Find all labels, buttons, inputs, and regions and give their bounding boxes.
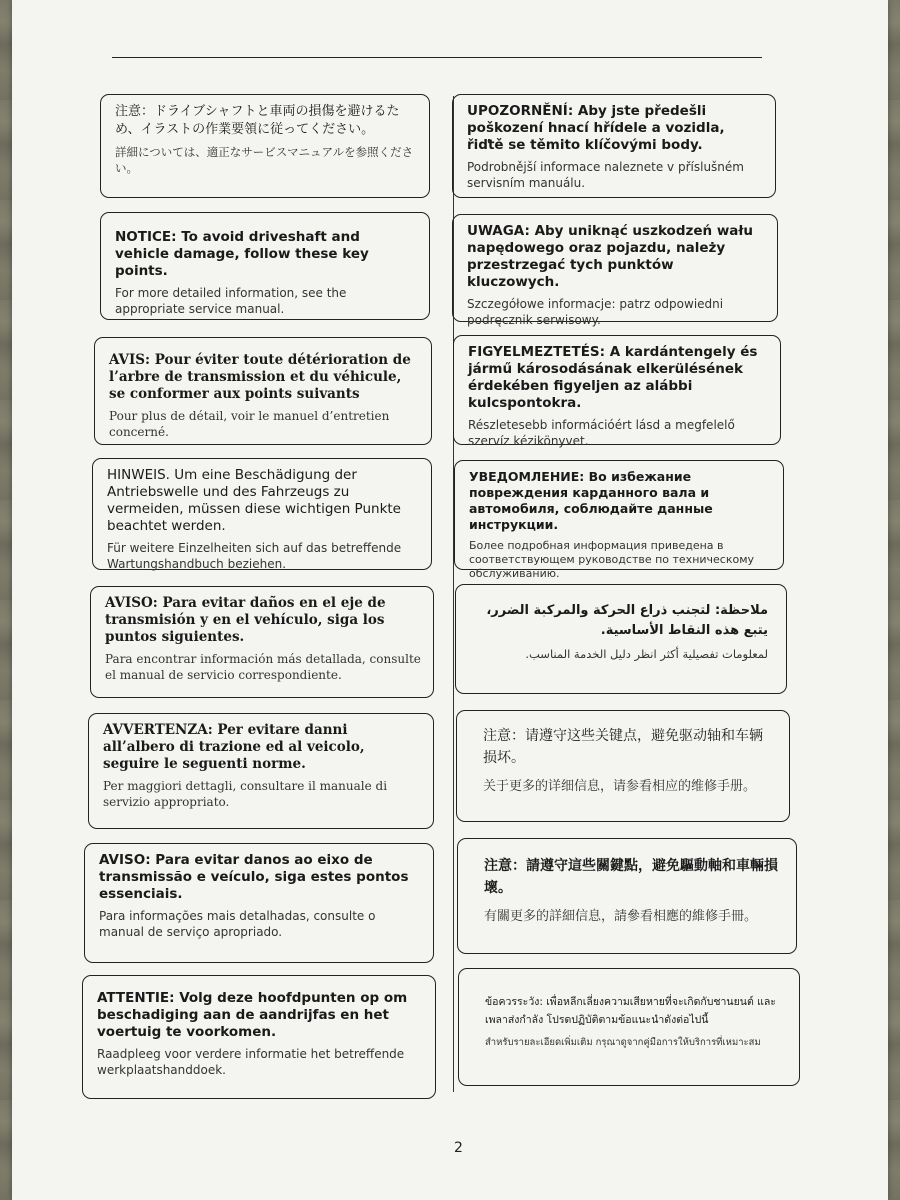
notice-heading: УВЕДОМЛЕНИЕ: Во избежание повреждения карданного вала и автомобиля, соблюдайте данные инструкции. bbox=[469, 469, 713, 532]
notice-body: لمعلومات تفصيلية أكثر انظر دليل الخدمة المناسب. bbox=[525, 647, 768, 661]
notice-heading: FIGYELMEZTETÉS: A kardántengely és jármű károsodásának elkerülésének érdekében figyeljen az alábbi kulcspontokra. bbox=[468, 344, 758, 411]
notice-body: Para informações mais detalhadas, consulte o manual de serviço apropriado. bbox=[99, 909, 376, 939]
notice-arabic bbox=[455, 584, 787, 694]
notice-body: Részletesebb információért lásd a megfelelő szervíz kézikönyvet. bbox=[468, 418, 735, 448]
notice-italian bbox=[88, 713, 434, 829]
notice-body: 关于更多的详细信息，请参看相应的维修手册。 bbox=[483, 779, 757, 794]
notice-body: Für weitere Einzelheiten sich auf das betreffende Wartungshandbuch beziehen. bbox=[107, 541, 402, 571]
notice-chinese-traditional bbox=[457, 838, 797, 954]
page-number: 2 bbox=[454, 1140, 463, 1156]
notice-czech bbox=[452, 94, 776, 198]
notice-body: Szczegółowe informacje: patrz odpowiedni podręcznik serwisowy. bbox=[467, 297, 724, 327]
notice-heading: NOTICE: To avoid driveshaft and vehicle damage, follow these key points. bbox=[115, 229, 369, 279]
notice-hungarian bbox=[453, 335, 781, 448]
notice-body: Per maggiori dettagli, consultare il manuale di servizio appropriato. bbox=[103, 779, 388, 809]
notice-body: Para encontrar información más detallada, consulte el manual de servicio correspondiente. bbox=[105, 652, 421, 682]
notice-german bbox=[92, 458, 432, 570]
notice-body: Pour plus de détail, voir le manuel d’entretien concerné. bbox=[109, 409, 390, 439]
notice-body: Raadpleeg voor verdere informatie het betreffende werkplaatshanddoek. bbox=[97, 1047, 405, 1077]
notice-heading: ملاحظة: لتجنب ذراع الحركة والمركبة الضرر، يتبع هذه النقاط الأساسية. bbox=[486, 603, 768, 638]
notice-french bbox=[94, 337, 432, 445]
notice-polish bbox=[452, 214, 778, 327]
notice-body: 有關更多的詳細信息，請參看相應的維修手冊。 bbox=[484, 909, 758, 924]
notice-body: Podrobnější informace naleznete v příslušném servisním manuálu. bbox=[467, 160, 744, 190]
notice-body: 詳細については、適正なサービスマニュアルを参照ください。 bbox=[115, 145, 414, 175]
notice-english bbox=[100, 212, 430, 320]
notice-heading: AVIS: Pour éviter toute détérioration de l’arbre de transmission et du véhicule, se conformer aux points suivants bbox=[109, 352, 411, 402]
notice-heading: AVVERTENZA: Per evitare danni all’albero di trazione ed al veicolo, seguire le seguenti norme. bbox=[103, 722, 365, 772]
notice-heading: AVISO: Para evitar danos ao eixo de transmissão e veículo, siga estes pontos essenciais. bbox=[99, 852, 409, 902]
notice-chinese-simplified bbox=[456, 710, 790, 822]
notice-body: สำหรับรายละเอียดเพิ่มเติม กรุณาดูจากคู่มือการให้บริการที่เหมาะสม bbox=[485, 1037, 761, 1048]
notice-heading: AVISO: Para evitar daños en el eje de transmisión y en el vehículo, siga los puntos siguientes. bbox=[105, 595, 386, 645]
notice-heading: 注意：請遵守這些關鍵點，避免驅動軸和車輛損壞。 bbox=[484, 858, 778, 896]
notice-heading: ข้อควรระวัง: เพื่อหลีกเลี่ยงความเสียหายที่จะเกิดกับชานยนต์ และเพลาส่งกำลัง โปรดปฏิบัติตามข้อแนะนำดังต่อไปนี้ bbox=[485, 996, 776, 1026]
header-rule bbox=[112, 57, 762, 58]
notice-heading: ATTENTIE: Volg deze hoofdpunten op om beschadiging aan de aandrijfas en het voertuig te voorkomen. bbox=[97, 990, 408, 1040]
notice-heading: 注意：请遵守这些关键点，避免驱动轴和车辆损坏。 bbox=[483, 728, 763, 766]
notice-body: Более подробная информация приведена в соответствующем руководстве по техническому обслуживанию. bbox=[469, 539, 755, 580]
notice-body: For more detailed information, see the appropriate service manual. bbox=[115, 286, 347, 316]
notice-japanese bbox=[100, 94, 430, 198]
notice-thai bbox=[458, 968, 800, 1086]
notice-spanish bbox=[90, 586, 434, 698]
manual-page bbox=[12, 0, 888, 1200]
notice-heading: 注意：ドライブシャフトと車両の損傷を避けるため、イラストの作業要領に従ってください。 bbox=[115, 104, 400, 137]
notice-heading: HINWEIS. Um eine Beschädigung der Antriebswelle und des Fahrzeugs zu vermeiden, müssen diese wichtigen Punkte beachtet werden. bbox=[107, 467, 401, 534]
notice-heading: UWAGA: Aby uniknąć uszkodzeń wału napędowego oraz pojazdu, należy przestrzegać tych punktów kluczowych. bbox=[467, 223, 754, 290]
notice-portuguese bbox=[84, 843, 434, 963]
notice-russian bbox=[454, 460, 784, 580]
notice-heading: UPOZORNĚNÍ: Aby jste předešli poškození hnací hřídele a vozidla, řiďtě se těmito klíčovými body. bbox=[467, 103, 725, 153]
notice-dutch bbox=[82, 975, 436, 1099]
